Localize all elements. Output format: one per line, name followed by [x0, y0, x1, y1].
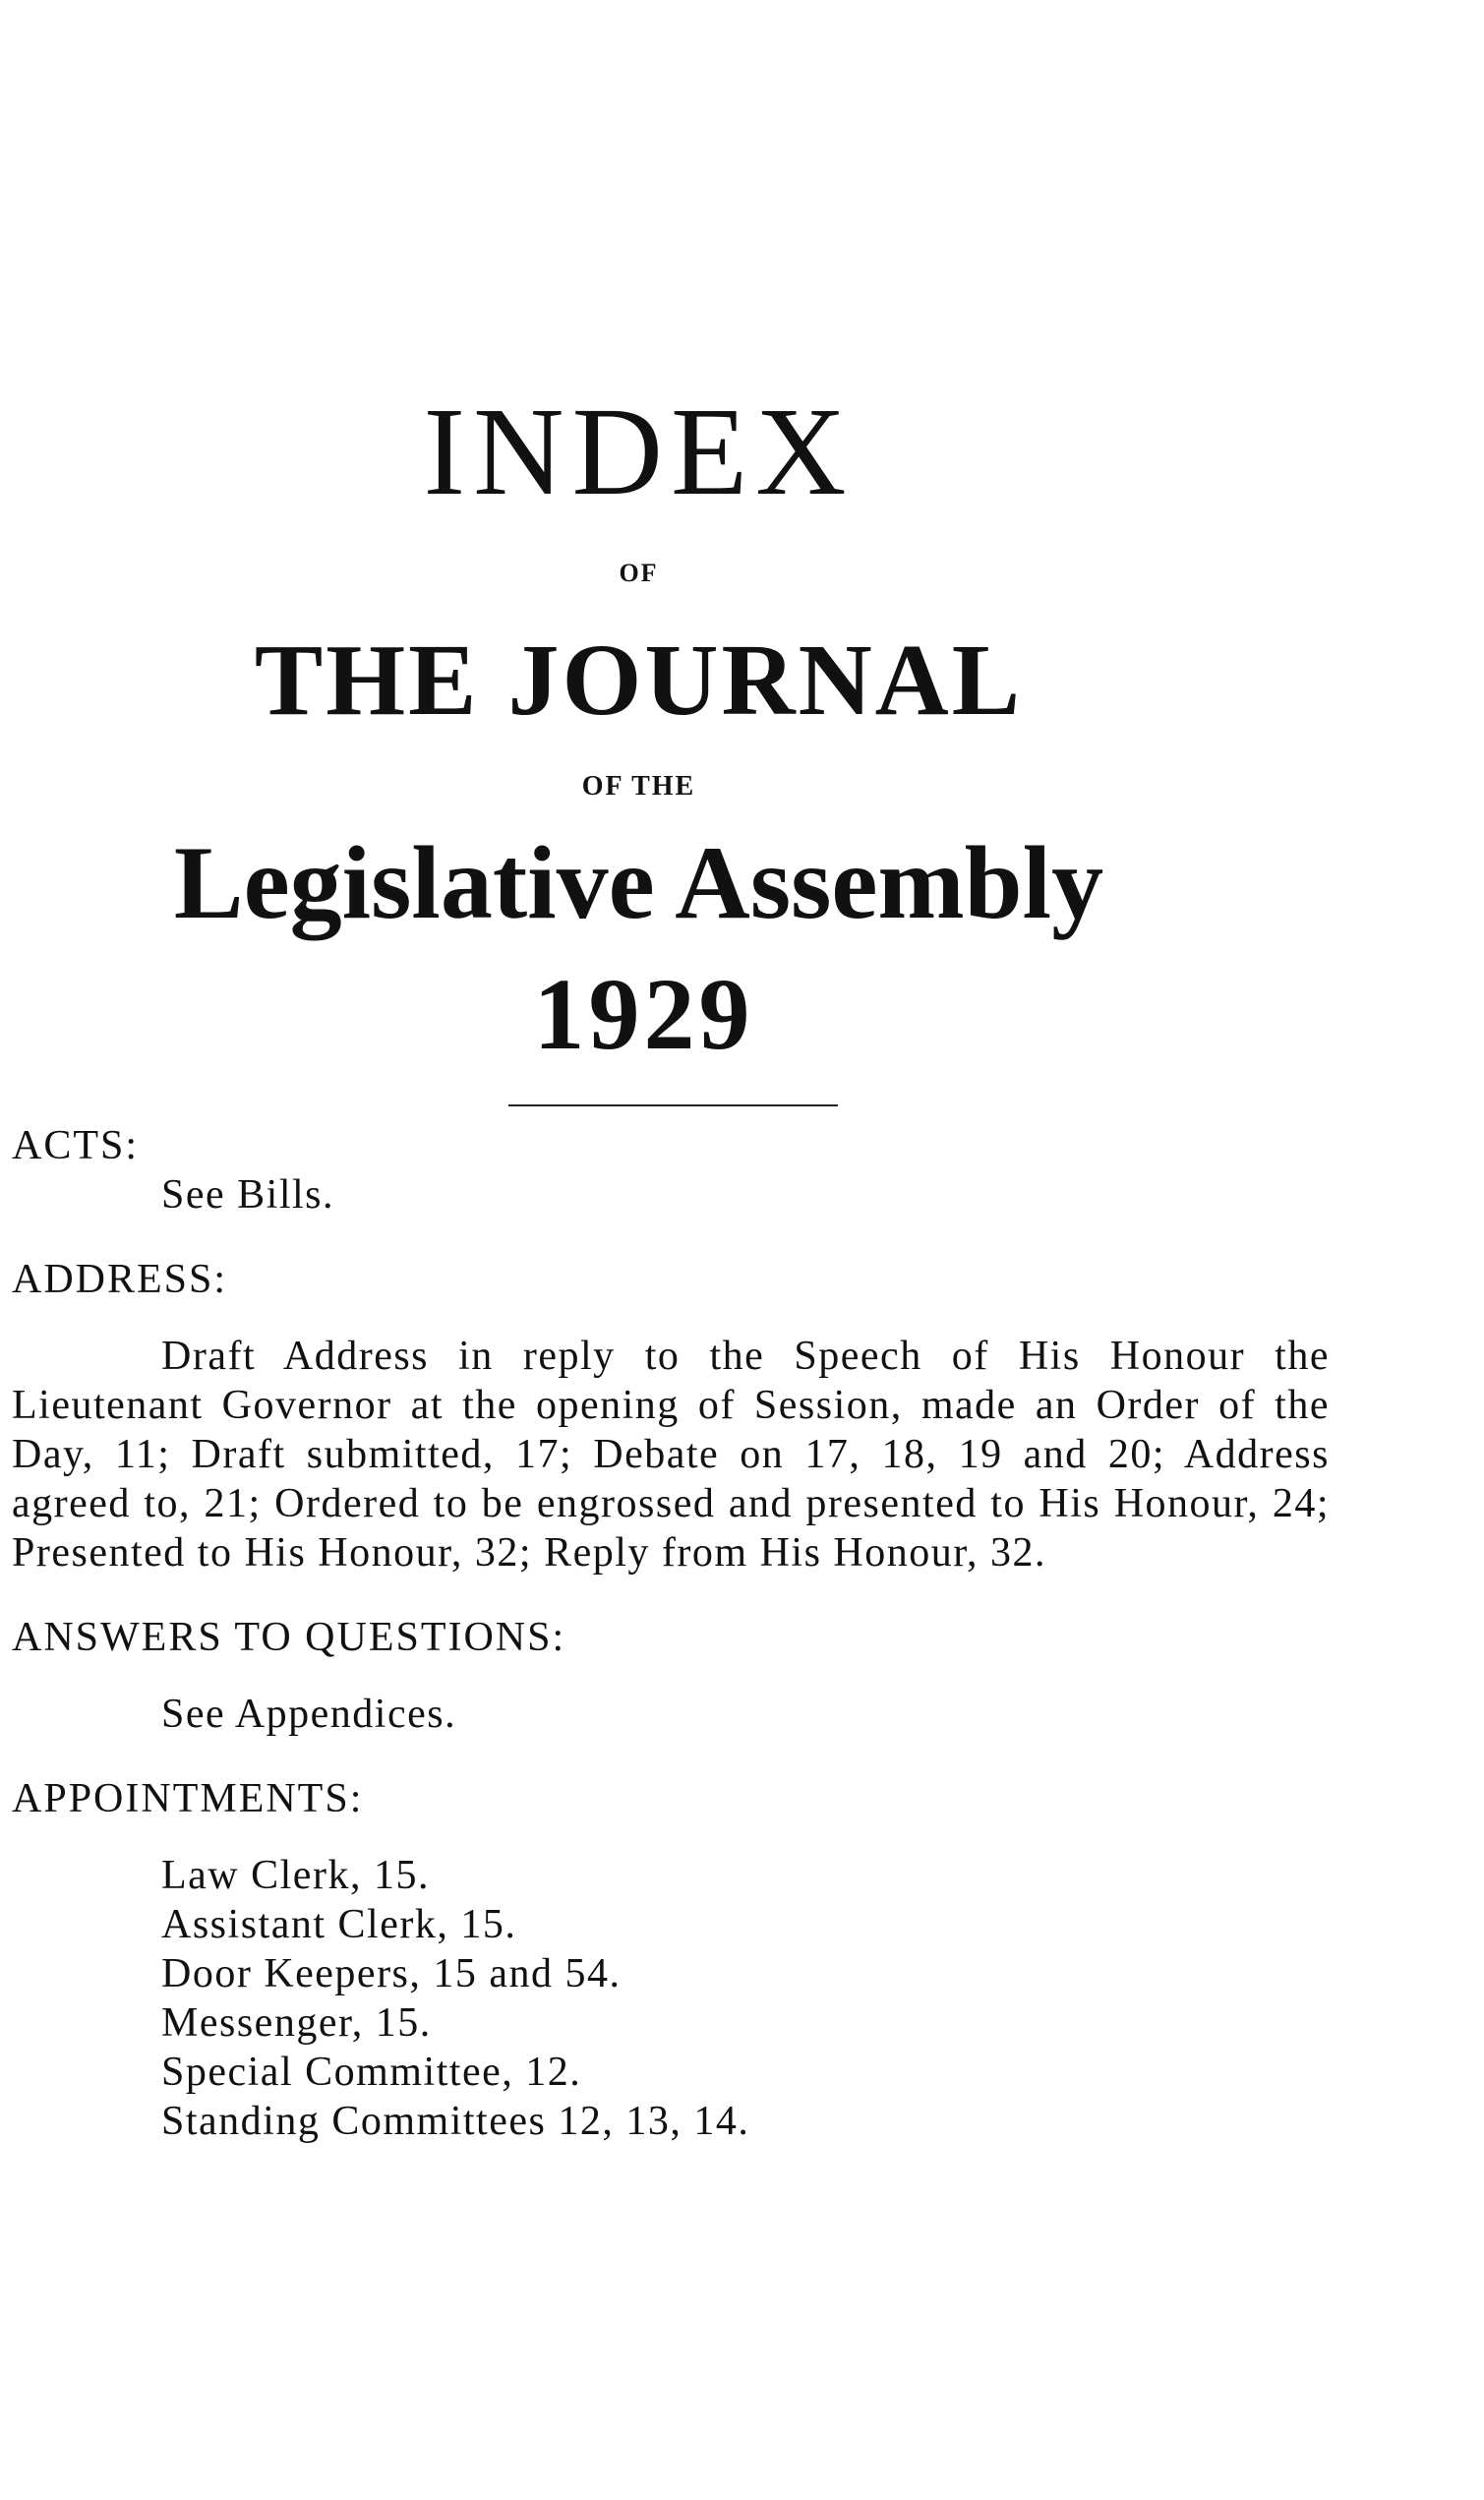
list-item: Assistant Clerk, 15. [161, 1902, 517, 1947]
entry-heading: ANSWERS TO QUESTIONS: [12, 1615, 566, 1660]
list-item: Law Clerk, 15. [161, 1853, 430, 1898]
title-journal: THE JOURNAL [254, 624, 1024, 737]
index-entries [12, 1121, 1330, 2146]
title-of: OF [619, 559, 659, 587]
title-assembly: Legislative Assembly [173, 825, 1104, 940]
entry-heading: APPOINTMENTS: [12, 1776, 364, 1821]
entry-heading: ACTS: [12, 1123, 140, 1168]
list-item: Standing Committees 12, 13, 14. [161, 2099, 750, 2144]
entry-appointments [12, 1774, 1330, 2146]
list-item: Special Committee, 12. [161, 2050, 582, 2095]
list-item: Messenger, 15. [161, 2000, 432, 2046]
entry-text: Draft Address in reply to the Speech of His Honour the Lieutenant Governor at the opening of Session, made an Order of the Day, 11; Draft submitted, 17; Debate on 17, 18, 19 and 20; Address agreed to, 21; Ordered to be engrossed and presented to His Honour, 24; Presented to His Honour, 32; Reply from His Honour, 32. [12, 1334, 1330, 1576]
entry-address [12, 1255, 1330, 1577]
entry-text: See Bills. [161, 1172, 335, 1218]
entry-text: See Appendices. [161, 1692, 457, 1737]
list-item: Door Keepers, 15 and 54. [161, 1951, 622, 1996]
entry-answers [12, 1613, 1330, 1739]
entry-acts [12, 1121, 1330, 1220]
title-of-the: OF THE [581, 771, 696, 802]
title-index: INDEX [423, 382, 855, 521]
entry-heading: ADDRESS: [12, 1257, 228, 1302]
title-divider [508, 1104, 838, 1106]
title-year: 1929 [533, 958, 754, 1071]
appointments-list [12, 1851, 1330, 2146]
